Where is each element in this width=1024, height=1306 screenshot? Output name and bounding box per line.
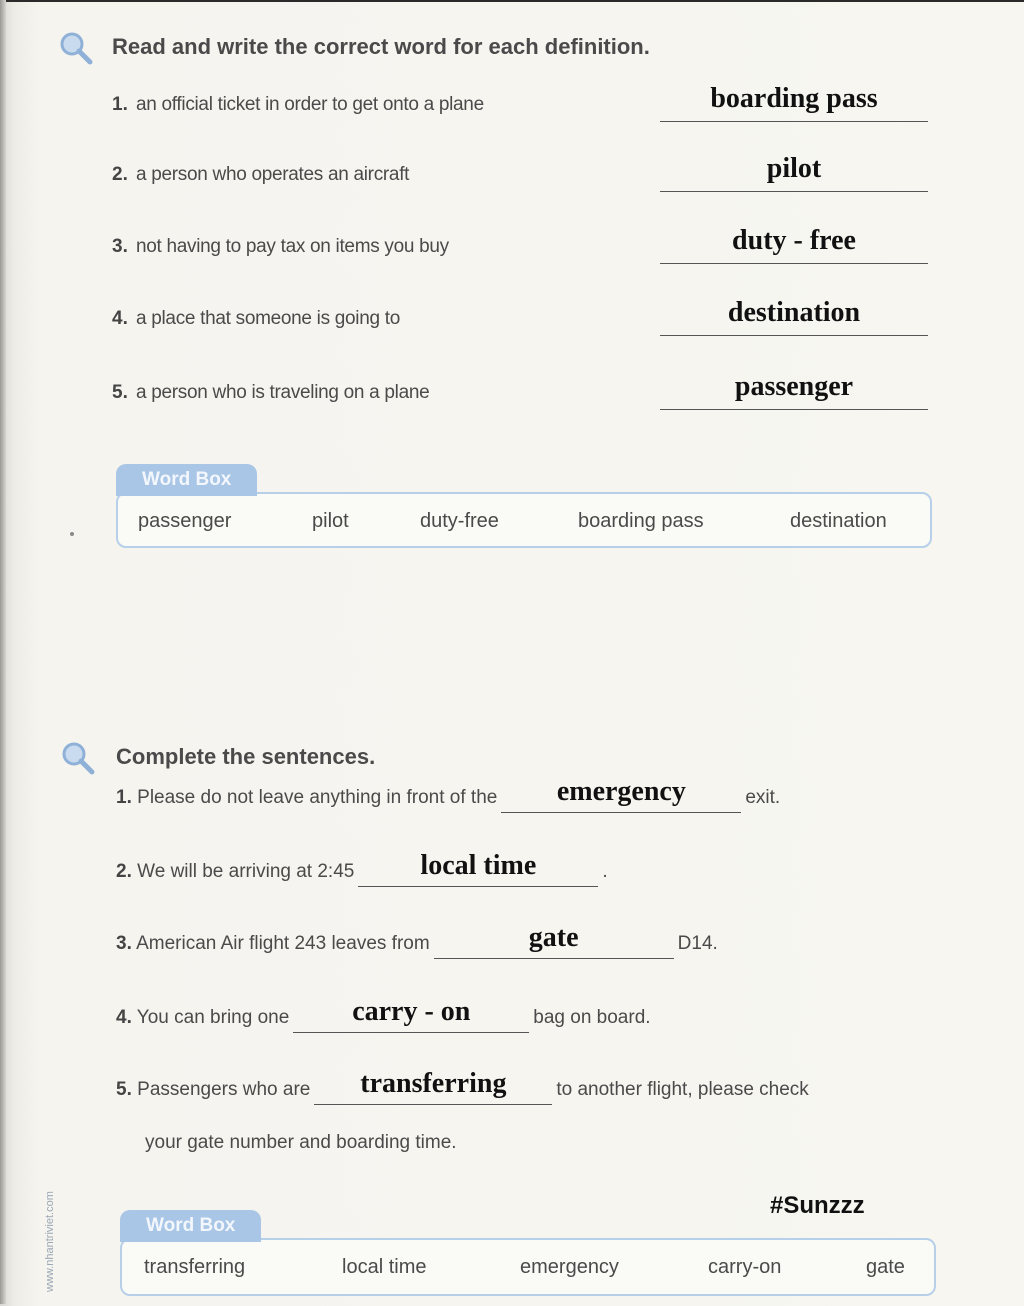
sentence-item (116, 848, 608, 904)
answer-text: boarding pass (710, 83, 878, 114)
answer-text: gate (528, 922, 579, 953)
word-box-word: boarding pass (578, 510, 704, 532)
sentence-text: We will be arriving at 2:45 (137, 861, 355, 882)
word-box-tab: Word Box (120, 1210, 261, 1242)
publisher-watermark (40, 1136, 60, 1306)
definition-item (112, 132, 932, 192)
word-box-word: carry-on (708, 1256, 782, 1278)
word-box-word: passenger (138, 510, 232, 532)
sentence-item (116, 994, 651, 1050)
word-box (116, 464, 932, 548)
section2-title: Complete the sentences. (116, 744, 376, 769)
answer-field[interactable] (358, 848, 598, 887)
item-number: 5. (116, 1079, 132, 1100)
definition-text: a person who operates an aircraft (136, 164, 410, 185)
item-number: 1. (116, 787, 132, 808)
definition-item (112, 276, 932, 336)
sentence-item (116, 774, 780, 830)
sentence-text: . (602, 861, 608, 882)
item-number: 4. (116, 1007, 132, 1028)
section1-title: Read and write the correct word for each definition. (112, 34, 650, 59)
item-number: 2. (112, 164, 128, 185)
sentence-text: D14. (677, 933, 718, 954)
item-number: 3. (112, 236, 128, 257)
magnifier-icon (58, 738, 98, 778)
item-number: 4. (112, 308, 128, 329)
sentence-text: exit. (745, 787, 781, 808)
word-box-word: pilot (312, 510, 349, 532)
sentence-item (116, 920, 718, 976)
sentence-continuation: your gate number and boarding time. (145, 1132, 457, 1153)
answer-text: passenger (734, 371, 854, 402)
answer-field[interactable] (660, 369, 928, 410)
word-box-word: duty-free (420, 510, 499, 532)
page-binding-shadow (0, 0, 6, 1304)
item-number: 5. (112, 382, 128, 403)
answer-text: duty - free (732, 225, 856, 256)
answer-field[interactable] (314, 1066, 552, 1105)
sentence-text: You can bring one (136, 1007, 290, 1028)
margin-dot (70, 532, 74, 536)
word-box-word: destination (790, 510, 887, 532)
definition-text: an official ticket in order to get onto a plane (136, 94, 484, 115)
item-number: 1. (112, 94, 128, 115)
watermark-text: www.nhantriviet.com (44, 1191, 56, 1292)
definition-item (112, 204, 932, 264)
answer-field[interactable] (293, 994, 529, 1033)
definition-item (112, 350, 932, 410)
word-box-word: gate (866, 1256, 905, 1278)
word-box (120, 1210, 936, 1298)
answer-field[interactable] (434, 920, 674, 959)
sentence-text: to another flight, please check (556, 1079, 809, 1100)
answer-text: destination (727, 297, 861, 328)
word-box-word: emergency (520, 1256, 619, 1278)
sentence-text: bag on board. (533, 1007, 651, 1028)
item-number: 3. (116, 933, 132, 954)
word-box-word: local time (342, 1256, 427, 1278)
definition-text: a person who is traveling on a plane (136, 382, 430, 403)
top-edge (0, 0, 1024, 2)
definition-text: not having to pay tax on items you buy (136, 236, 449, 257)
definition-text: a place that someone is going to (136, 308, 400, 329)
answer-text: carry - on (352, 996, 471, 1027)
answer-text: emergency (556, 776, 686, 807)
item-number: 2. (116, 861, 132, 882)
answer-field[interactable] (660, 151, 928, 192)
answer-field[interactable] (660, 223, 928, 264)
answer-field[interactable] (501, 774, 741, 813)
sentence-text: Passengers who are (137, 1079, 311, 1100)
answer-field[interactable] (660, 81, 928, 122)
definition-item (112, 62, 932, 122)
sentence-text: American Air flight 243 leaves from (136, 933, 430, 954)
sentence-text: Please do not leave anything in front of the (137, 787, 498, 808)
sentence-item (116, 1066, 809, 1122)
answer-text: local time (420, 850, 537, 881)
word-box-tab: Word Box (116, 464, 257, 496)
answer-field[interactable] (660, 295, 928, 336)
answer-text: transferring (360, 1068, 507, 1099)
word-box-word: transferring (144, 1256, 246, 1278)
magnifier-icon (56, 28, 96, 68)
hashtag-text: #Sunzzz (770, 1192, 865, 1219)
answer-text: pilot (766, 153, 822, 184)
